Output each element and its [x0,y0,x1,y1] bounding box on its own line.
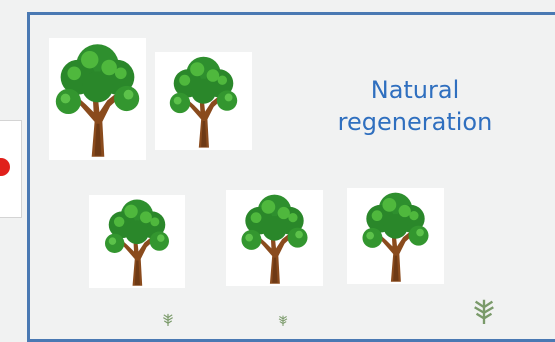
label-line-1: Natural [370,76,460,104]
natural-regeneration-label [320,74,510,138]
tree-icon [347,188,444,284]
tree-icon [155,52,252,150]
shrub-icon [470,294,498,326]
shrub-icon [160,312,176,326]
tree-icon [226,190,323,286]
label-line-2: regeneration [337,108,493,136]
tree-icon [89,195,185,288]
tree-icon [49,38,146,160]
shrub-icon [272,314,294,326]
